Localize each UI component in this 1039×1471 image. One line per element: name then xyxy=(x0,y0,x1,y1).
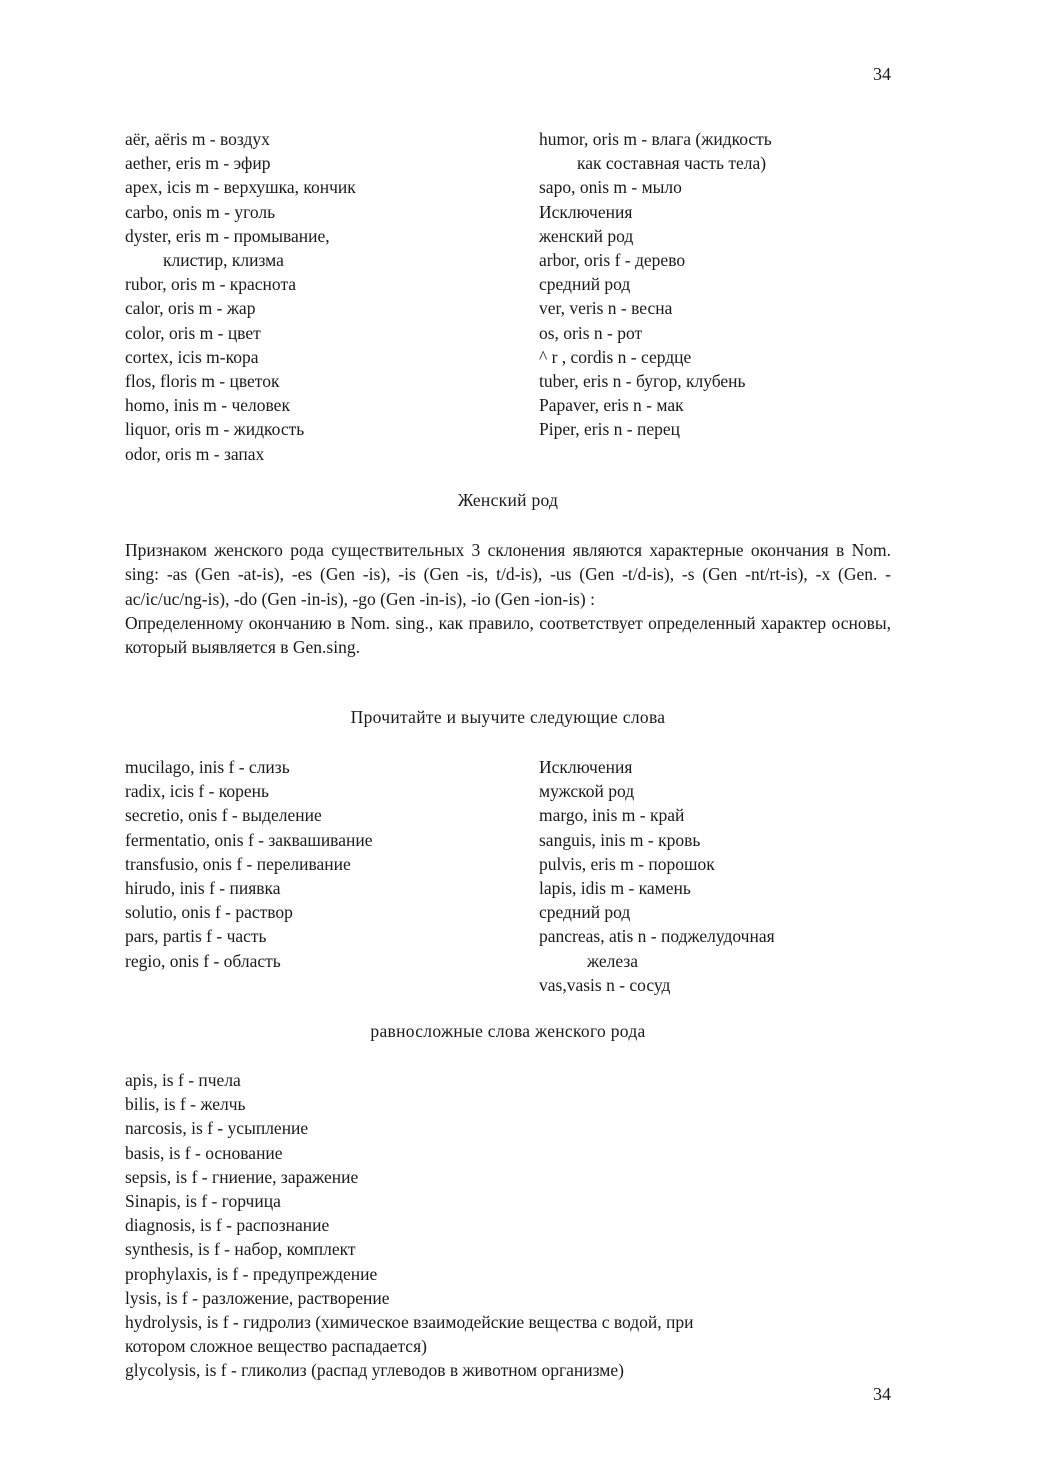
vocab-entry: os, oris n - рот xyxy=(539,322,643,343)
vocab-entry: aёr, aёris m - воздух xyxy=(125,129,270,149)
vocab-entry: Papaver, eris n - мак xyxy=(539,395,684,416)
gender-label: женский род xyxy=(539,225,634,246)
vocab-section-masculine xyxy=(125,127,895,466)
vocab-entry: cortex, icis m-кора xyxy=(125,346,259,367)
vocab-column-right xyxy=(539,755,895,997)
vocab-entry: Sinapis, is f - горчица xyxy=(125,1191,281,1212)
page-number-bottom: 34 xyxy=(873,1384,891,1404)
vocab-entry: basis, is f - основание xyxy=(125,1142,283,1163)
vocab-entry: flos, floris m - цветок xyxy=(125,371,280,392)
vocab-entry: humor, oris m - влага (жидкость xyxy=(539,129,772,149)
vocab-section-equal-syllable xyxy=(125,1068,891,1383)
vocab-entry: pulvis, eris m - порошок xyxy=(539,853,715,874)
vocab-entry: homo, inis m - человек xyxy=(125,395,290,416)
vocab-entry: sepsis, is f - гниение, заражение xyxy=(125,1166,359,1187)
vocab-entry: rubor, oris m - краснота xyxy=(125,274,297,295)
vocab-entry: pars, partis f - часть xyxy=(125,926,267,947)
vocab-entry: glycolysis, is f - гликолиз (распад углеводов в животном организме) xyxy=(125,1360,624,1381)
vocab-entry: secretio, onis f - выделение xyxy=(125,805,322,826)
vocab-entry: mucilago, inis f - слизь xyxy=(125,757,290,777)
vocab-entry: calor, oris m - жар xyxy=(125,298,256,319)
vocab-entry: tuber, eris n - бугор, клубень xyxy=(539,371,746,392)
vocab-entry: vas,vasis n - сосуд xyxy=(539,974,671,995)
gender-label: мужской род xyxy=(539,781,635,802)
vocab-entry: Piper, eris n - перец xyxy=(539,419,680,440)
heading-equal-syllable: равносложные слова женского рода xyxy=(370,1021,646,1041)
vocab-entry: sanguis, inis m - кровь xyxy=(539,829,701,850)
vocab-entry: transfusio, onis f - переливание xyxy=(125,853,351,874)
vocab-column-left xyxy=(125,127,539,466)
paragraph-stem: Определенному окончанию в Nom. sing., как правило, соответствует определенный характер основы, который выявляется в Gen.sing. xyxy=(125,612,891,658)
vocab-entry: radix, icis f - корень xyxy=(125,781,270,802)
vocab-entry: apex, icis m - верхушка, кончик xyxy=(125,177,356,198)
vocab-section-feminine xyxy=(125,755,895,997)
vocab-entry: arbor, oris f - дерево xyxy=(539,250,686,271)
vocab-entry: aether, eris m - эфир xyxy=(125,153,271,174)
exceptions-label: Исключения xyxy=(539,201,633,222)
heading-feminine: Женский род xyxy=(457,490,559,510)
vocab-entry: bilis, is f - желчь xyxy=(125,1094,246,1115)
vocab-entry: synthesis, is f - набор, комплект xyxy=(125,1239,356,1260)
vocab-entry: narcosis, is f - усыпление xyxy=(125,1118,309,1139)
vocab-entry: hydrolysis, is f - гидролиз (химическое взаимодейские вещества с водой, при xyxy=(125,1312,694,1333)
vocab-entry: dyster, eris m - промывание, xyxy=(125,225,330,246)
vocab-entry: regio, onis f - область xyxy=(125,950,281,971)
vocab-entry: hirudo, inis f - пиявка xyxy=(125,878,281,899)
paragraph-endings: Признаком женского рода существительных 3 склонения являются характерные окончания в Nom. sing: -as (Gen -at-is), -es (Gen -is), -is (Gen -is, t/d-is), -us (Gen -t/d-is), -s (Gen -nt/rt-is), -x (Gen. -ac/ic/uc/ng-is), -do (Gen -in-is), -go (Gen -in-is), -io (Gen -ion-is) : xyxy=(125,540,891,609)
vocab-entry: fermentatio, onis f - заквашивание xyxy=(125,829,373,850)
vocab-entry-continued: котором сложное вещество распадается) xyxy=(125,1336,427,1357)
vocab-entry-continued: железа xyxy=(587,950,639,971)
vocab-entry: pancreas, atis n - поджелудочная xyxy=(539,926,775,947)
vocab-entry-continued: как составная часть тела) xyxy=(577,153,767,174)
page-number-top: 34 xyxy=(873,64,891,84)
vocab-column-left xyxy=(125,755,539,997)
gender-label: средний род xyxy=(539,902,631,923)
vocab-entry: solutio, onis f - раствор xyxy=(125,902,293,923)
vocab-column-right xyxy=(539,127,895,466)
vocab-entry: ver, veris n - весна xyxy=(539,298,673,319)
vocab-entry: liquor, oris m - жидкость xyxy=(125,419,305,440)
vocab-entry: diagnosis, is f - распознание xyxy=(125,1215,330,1236)
vocab-entry: carbo, onis m - уголь xyxy=(125,201,276,222)
vocab-entry: sapo, onis m - мыло xyxy=(539,177,682,198)
vocab-entry: apis, is f - пчела xyxy=(125,1070,241,1090)
vocab-entry: lapis, idis m - камень xyxy=(539,878,691,899)
vocab-entry-continued: клистир, клизма xyxy=(163,250,284,271)
vocab-entry: ^ r , cordis n - сердце xyxy=(539,346,692,367)
vocab-entry: prophylaxis, is f - предупреждение xyxy=(125,1263,378,1284)
exceptions-label: Исключения xyxy=(539,757,633,777)
vocab-entry: odor, oris m - запах xyxy=(125,443,265,464)
vocab-entry: lysis, is f - разложение, растворение xyxy=(125,1287,390,1308)
vocab-entry: color, oris m - цвет xyxy=(125,322,261,343)
gender-label: средний род xyxy=(539,274,631,295)
heading-read-learn: Прочитайте и выучите следующие слова xyxy=(350,707,666,727)
vocab-entry: margo, inis m - край xyxy=(539,805,685,826)
rules-paragraph xyxy=(125,538,891,659)
